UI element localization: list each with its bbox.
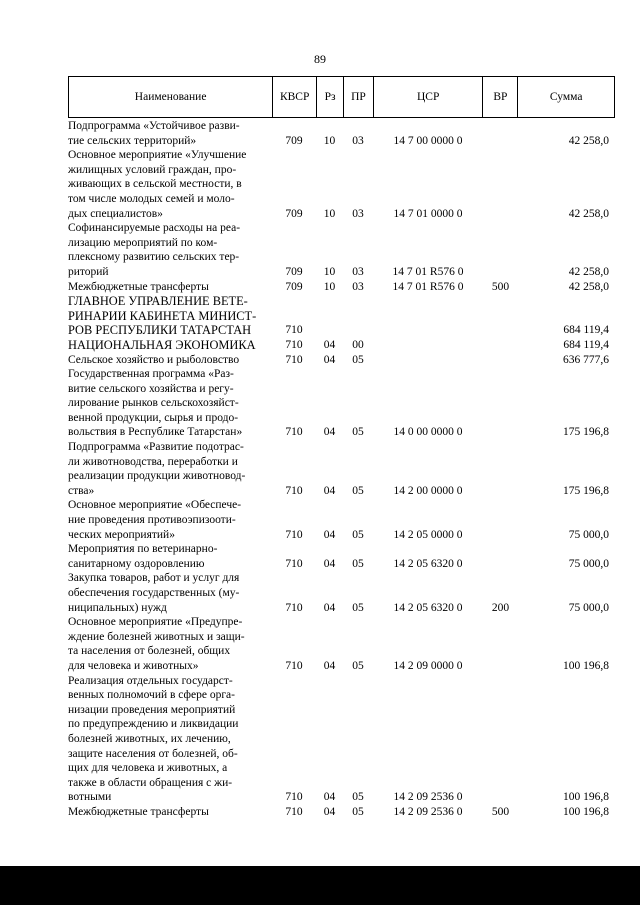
row-name <box>68 615 272 673</box>
header-pr: ПР <box>343 77 373 117</box>
row-name-line: реализации продукции животновод- <box>68 470 246 483</box>
table-row <box>68 221 615 279</box>
cell-pr: 03 <box>352 134 364 147</box>
cell-pr: 00 <box>352 338 364 351</box>
row-name-line: жилищных условий граждан, про- <box>68 163 237 176</box>
cell-sum: 42 258,0 <box>568 134 609 147</box>
table-body <box>68 119 615 820</box>
cell-pr: 05 <box>352 557 364 570</box>
cell-sum: 636 777,6 <box>563 353 609 366</box>
cell-pr: 03 <box>352 280 364 293</box>
cell-rz: 04 <box>323 805 336 818</box>
row-name-line: Реализация отдельных государст- <box>68 674 233 687</box>
table-row <box>68 280 615 295</box>
cell-kvsr: 710 <box>285 601 303 614</box>
row-name-line: Мероприятия по ветеринарно- <box>68 543 218 556</box>
cell-pr: 03 <box>352 265 364 278</box>
row-name-line: лирование рынков сельскохозяйст- <box>68 397 239 410</box>
header-rz: Рз <box>316 77 343 117</box>
cell-csr: 14 2 00 0000 0 <box>393 484 463 497</box>
row-name <box>68 440 272 498</box>
row-name <box>68 674 272 805</box>
row-name-line: живающих в сельской местности, в <box>68 178 242 191</box>
cell-vr: 200 <box>491 601 510 614</box>
scan-border <box>0 866 640 905</box>
row-name-line: венных полномочий в сфере орга- <box>68 689 235 702</box>
cell-rz: 10 <box>323 134 336 147</box>
row-name-line: по предупреждению и ликвидации <box>68 718 239 731</box>
cell-pr: 05 <box>352 484 364 497</box>
row-name <box>68 119 272 148</box>
row-name-line: вольствия в Республике Татарстан» <box>68 426 243 439</box>
row-name-line: дых специалистов» <box>68 207 163 220</box>
row-name <box>68 498 272 542</box>
cell-kvsr: 710 <box>285 805 303 818</box>
row-name <box>68 148 272 221</box>
cell-rz: 04 <box>323 791 336 804</box>
cell-rz: 04 <box>323 659 336 672</box>
cell-sum: 42 258,0 <box>568 207 609 220</box>
cell-csr: 14 2 09 0000 0 <box>393 659 463 672</box>
row-name <box>68 367 272 440</box>
cell-rz: 04 <box>323 528 336 541</box>
cell-pr: 03 <box>352 207 364 220</box>
cell-sum: 175 196,8 <box>563 484 609 497</box>
header-csr: ЦСР <box>373 77 483 117</box>
cell-csr: 14 7 00 0000 0 <box>393 134 463 147</box>
row-name <box>68 338 272 353</box>
row-name-line: обеспечения государственных (му- <box>68 587 240 599</box>
cell-sum: 100 196,8 <box>563 659 609 672</box>
cell-csr: 14 2 05 6320 0 <box>393 601 463 614</box>
cell-sum: 42 258,0 <box>568 280 609 293</box>
cell-kvsr: 710 <box>285 791 303 804</box>
cell-sum: 75 000,0 <box>568 601 609 614</box>
row-name-line: ждение болезней животных и защи- <box>68 630 245 643</box>
cell-csr: 14 2 05 6320 0 <box>393 557 463 570</box>
cell-pr: 05 <box>352 426 364 439</box>
row-name-line: Основное мероприятие «Предупре- <box>68 616 243 629</box>
row-name-line: риторий <box>68 265 109 278</box>
header-kvsr: КВСР <box>272 77 316 117</box>
row-name-line: ниципальных) нужд <box>68 601 167 614</box>
row-name <box>68 805 272 820</box>
cell-kvsr: 710 <box>285 484 303 497</box>
cell-kvsr: 710 <box>285 528 303 541</box>
cell-rz: 04 <box>323 426 336 439</box>
row-name-line: ние проведения противоэпизооти- <box>68 514 236 527</box>
cell-pr: 05 <box>352 805 364 818</box>
cell-rz: 04 <box>323 601 336 614</box>
table-header <box>68 76 615 118</box>
cell-sum: 75 000,0 <box>568 528 609 541</box>
row-name-line: Основное мероприятие «Обеспече- <box>68 499 242 512</box>
row-name-line: Подпрограмма «Устойчивое разви- <box>68 120 240 132</box>
cell-csr: 14 2 05 0000 0 <box>393 528 463 541</box>
row-name-line: Сельское хозяйство и рыболовство <box>68 353 240 366</box>
cell-rz: 04 <box>323 484 336 497</box>
row-name-line: защите населения от болезней, об- <box>68 747 238 760</box>
table-row <box>68 674 615 805</box>
header-vr: ВР <box>482 77 517 117</box>
row-name-line: венной продукции, сырья и продо- <box>68 411 239 424</box>
table-row <box>68 119 615 148</box>
cell-sum: 175 196,8 <box>563 426 609 439</box>
row-name-line: НАЦИОНАЛЬНАЯ ЭКОНОМИКА <box>68 337 256 352</box>
row-name-line: санитарному оздоровлению <box>68 557 205 570</box>
cell-kvsr: 709 <box>285 280 303 293</box>
row-name-line: плексному развитию сельских тер- <box>68 251 240 264</box>
row-name-line: низации проведения мероприятий <box>68 703 236 716</box>
cell-sum: 100 196,8 <box>563 805 609 818</box>
cell-rz: 04 <box>323 557 336 570</box>
row-name-line: болезней животных, их лечению, <box>68 732 231 745</box>
row-name <box>68 353 272 368</box>
row-name-line: тие сельских территорий» <box>68 134 197 147</box>
cell-pr: 05 <box>352 528 364 541</box>
page-number: 89 <box>314 52 326 66</box>
row-name-line: Подпрограмма «Развитие подотрас- <box>68 441 244 454</box>
cell-sum: 75 000,0 <box>568 557 609 570</box>
cell-csr: 14 0 00 0000 0 <box>393 426 463 439</box>
row-name-line: ства» <box>68 484 95 497</box>
table-row <box>68 498 615 542</box>
row-name-line: Основное мероприятие «Улучшение <box>68 149 247 162</box>
row-name-line: ческих мероприятий» <box>68 528 175 541</box>
cell-kvsr: 710 <box>285 426 303 439</box>
cell-csr: 14 2 09 2536 0 <box>393 805 463 818</box>
table-row <box>68 367 615 440</box>
row-name-line: ГЛАВНОЕ УПРАВЛЕНИЕ ВЕТЕ- <box>68 294 248 309</box>
cell-csr: 14 7 01 R576 0 <box>392 280 464 293</box>
cell-rz: 10 <box>323 265 336 278</box>
cell-pr: 05 <box>352 791 364 804</box>
table-row <box>68 542 615 571</box>
cell-rz: 10 <box>323 280 336 293</box>
cell-rz: 04 <box>323 353 336 366</box>
cell-rz: 04 <box>323 338 336 351</box>
cell-kvsr: 710 <box>285 338 303 351</box>
table-row <box>68 338 615 353</box>
cell-kvsr: 710 <box>285 353 303 366</box>
cell-pr: 05 <box>352 353 364 366</box>
row-name-line: та населения от болезней, общих <box>68 645 231 658</box>
cell-csr: 14 7 01 0000 0 <box>393 207 463 220</box>
cell-kvsr: 710 <box>285 324 303 337</box>
cell-vr: 500 <box>491 805 510 818</box>
cell-kvsr: 709 <box>285 265 303 278</box>
header-name: Наименование <box>134 91 207 103</box>
row-name-line: Софинансируемые расходы на реа- <box>68 222 241 235</box>
row-name-line: щих для человека и животных, а <box>68 762 228 775</box>
cell-csr: 14 2 09 2536 0 <box>393 791 463 804</box>
row-name-line: также в области обращения с жи- <box>68 776 233 789</box>
row-name-line: ли животноводства, переработки и <box>68 455 238 468</box>
row-name <box>68 542 272 571</box>
row-name-line: вотными <box>68 791 112 804</box>
cell-sum: 684 119,4 <box>563 338 609 351</box>
row-name-line: витие сельского хозяйства и регу- <box>68 382 234 395</box>
row-name-line: Закупка товаров, работ и услуг для <box>68 572 240 585</box>
table-row <box>68 615 615 673</box>
table-row <box>68 353 615 368</box>
table-row <box>68 805 615 820</box>
cell-rz: 10 <box>323 207 336 220</box>
cell-kvsr: 710 <box>285 557 303 570</box>
cell-sum: 100 196,8 <box>563 791 609 804</box>
row-name <box>68 280 272 295</box>
table-row <box>68 440 615 498</box>
row-name-line: для человека и животных» <box>68 659 199 672</box>
table-row <box>68 294 615 338</box>
cell-csr: 14 7 01 R576 0 <box>392 265 464 278</box>
row-name <box>68 571 272 615</box>
cell-vr: 500 <box>491 280 510 293</box>
row-name-line: РИНАРИИ КАБИНЕТА МИНИСТ- <box>68 308 257 323</box>
cell-sum: 42 258,0 <box>568 265 609 278</box>
row-name-line: том числе молодых семей и моло- <box>68 192 235 205</box>
row-name <box>68 294 272 338</box>
row-name-line: РОВ РЕСПУБЛИКИ ТАТАРСТАН <box>68 323 252 338</box>
table-row <box>68 148 615 221</box>
row-name-line: Межбюджетные трансферты <box>68 805 209 818</box>
row-name-line: Государственная программа «Раз- <box>68 368 234 381</box>
cell-sum: 684 119,4 <box>563 324 609 337</box>
cell-kvsr: 709 <box>285 134 303 147</box>
table-row <box>68 571 615 615</box>
row-name <box>68 221 272 279</box>
cell-pr: 05 <box>352 601 364 614</box>
cell-kvsr: 710 <box>285 659 303 672</box>
header-sum: Сумма <box>517 77 614 117</box>
cell-kvsr: 709 <box>285 207 303 220</box>
row-name-line: Межбюджетные трансферты <box>68 280 209 293</box>
row-name-line: лизацию мероприятий по ком- <box>68 236 218 249</box>
cell-pr: 05 <box>352 659 364 672</box>
